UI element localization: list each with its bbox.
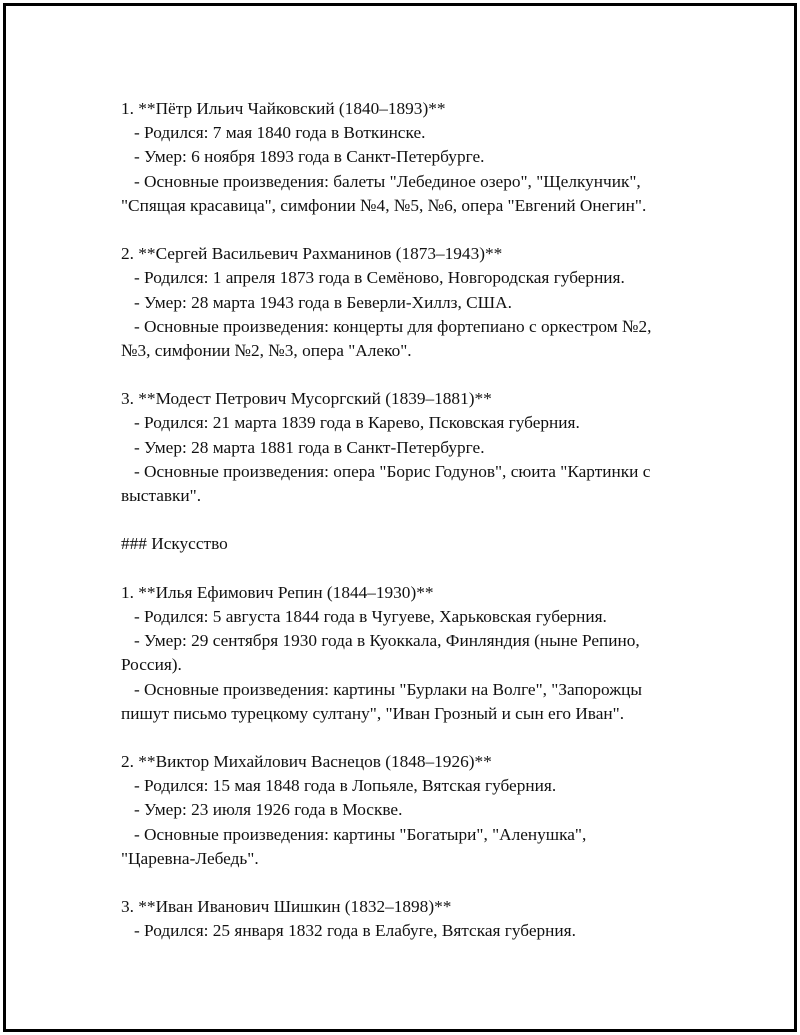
entry-died: - Умер: 29 сентября 1930 года в Куоккала, Финляндия (ныне Репино, xyxy=(121,631,640,651)
entry-born: - Родился: 7 мая 1840 года в Воткинске. xyxy=(121,123,426,143)
blank-line xyxy=(121,726,721,750)
document-page xyxy=(3,3,797,1032)
entry-born: - Родился: 1 апреля 1873 года в Семёново, Новгородская губерния. xyxy=(121,268,625,288)
entry-died: - Умер: 23 июля 1926 года в Москве. xyxy=(121,800,403,820)
entry-title: 3. **Иван Иванович Шишкин (1832–1898)** xyxy=(121,897,452,917)
blank-line xyxy=(121,218,721,242)
entry-works-continued: выставки". xyxy=(121,486,202,505)
entry-title: 2. **Виктор Михайлович Васнецов (1848–1926)** xyxy=(121,752,492,772)
entry-works-continued: "Спящая красавица", симфонии №4, №5, №6, опера "Евгений Онегин". xyxy=(121,195,647,215)
blank-line xyxy=(121,871,721,895)
entry-born: - Родился: 15 мая 1848 года в Лопьяле, Вятская губерния. xyxy=(121,776,557,796)
entry-works-continued: №3, симфонии №2, №3, опера "Алеко". xyxy=(121,340,412,360)
entry-title: 1. **Пётр Ильич Чайковский (1840–1893)** xyxy=(121,99,446,118)
entry-title: 2. **Сергей Васильевич Рахманинов (1873–1943)** xyxy=(121,244,503,264)
entry-born: - Родился: 25 января 1832 года в Елабуге, Вятская губерния. xyxy=(121,921,576,941)
document-body xyxy=(121,97,721,944)
entry-born: - Родился: 5 августа 1844 года в Чугуеве, Харьковская губерния. xyxy=(121,606,607,626)
section-heading: ### Искусство xyxy=(121,534,228,554)
entry-born: - Родился: 21 марта 1839 года в Карево, Псковская губерния. xyxy=(121,413,580,433)
entry-died: - Умер: 28 марта 1943 года в Беверли-Хиллз, США. xyxy=(121,292,512,312)
entry-works-continued: пишут письмо турецкому султану", "Иван Грозный и сын его Иван". xyxy=(121,703,625,723)
entry-works-continued: "Царевна-Лебедь". xyxy=(121,848,259,868)
entry-works: - Основные произведения: балеты "Лебединое озеро", "Щелкунчик", xyxy=(121,171,641,191)
blank-line xyxy=(121,363,721,387)
entry-title: 3. **Модест Петрович Мусоргский (1839–1881)** xyxy=(121,389,492,409)
entry-died-continued: Россия). xyxy=(121,655,182,675)
entry-works: - Основные произведения: опера "Борис Годунов", сюита "Картинки с xyxy=(121,461,651,481)
entry-works: - Основные произведения: картины "Богатыри", "Аленушка", xyxy=(121,824,587,844)
entry-works: - Основные произведения: картины "Бурлаки на Волге", "Запорожцы xyxy=(121,679,642,699)
entry-died: - Умер: 6 ноября 1893 года в Санкт-Петербурге. xyxy=(121,147,485,167)
blank-line xyxy=(121,508,721,532)
entry-title: 1. **Илья Ефимович Репин (1844–1930)** xyxy=(121,582,434,602)
entry-works: - Основные произведения: концерты для фортепиано с оркестром №2, xyxy=(121,316,652,336)
entry-died: - Умер: 28 марта 1881 года в Санкт-Петербурге. xyxy=(121,437,485,457)
blank-line xyxy=(121,557,721,581)
